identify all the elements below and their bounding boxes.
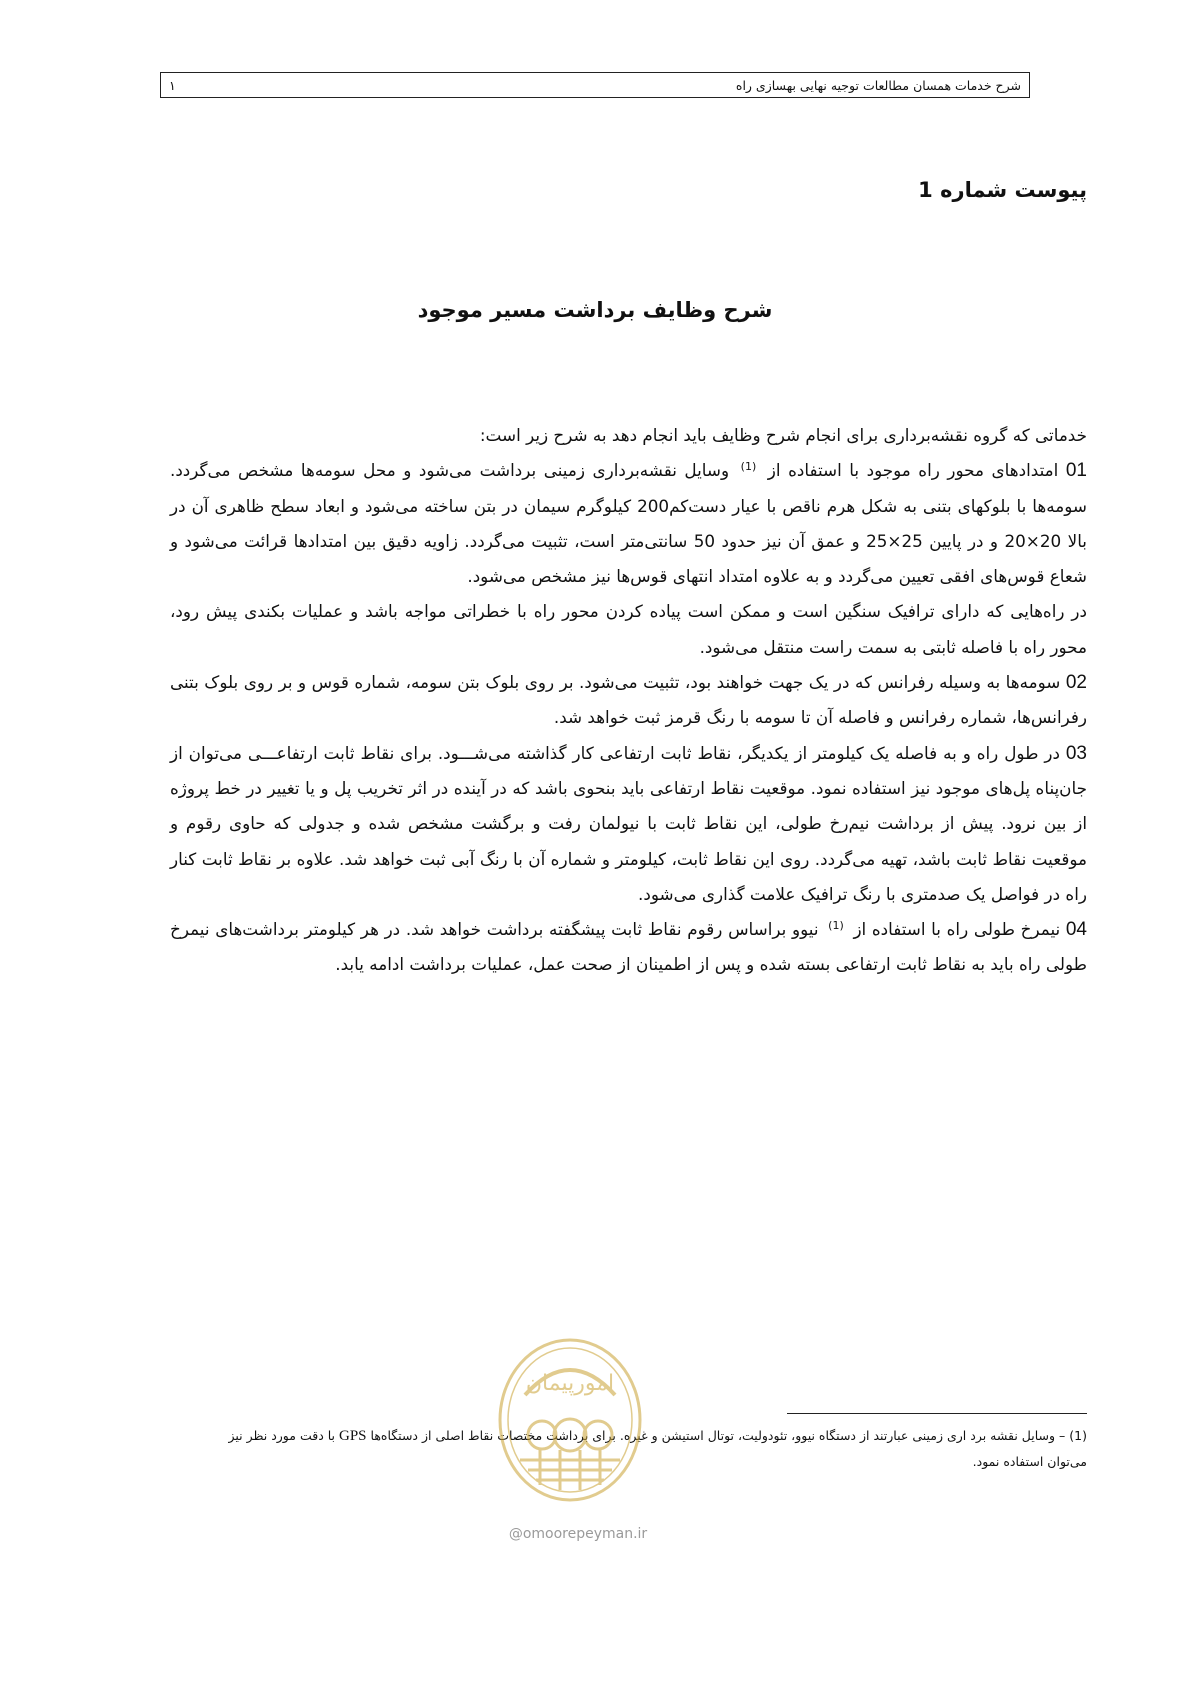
item-text: وسایل نقشه‌برداری زمینی برداشت می‌شود و محل سومه‌ها مشخص می‌گردد. سومه‌ها با بلوکهای بتنی به شکل هرم ناقص با عیار دست‌کم200 کیلوگرم سیمان در بتن ساخته می‌شود و ابعاد سطح ظاهری آن در بالا 20×20 و در پایین 25×25 و عمق آن نیز حدود 50 سانتی‌متر است، تثبیت می‌گردد. زاویه دقیق بین امتدادها قرائت می‌شود و شعاع قوس‌های افقی تعیین می‌گردد و به علاوه امتداد انتهای قوس‌ها نیز مشخص می‌شود. [170,460,1087,587]
item-text: نیمرخ طولی راه با استفاده از [853,919,1061,940]
watermark-url: @omoorepeyman.ir [508,1526,648,1542]
footnote-divider [787,1413,1087,1414]
footnote-text: با دقت مورد نظر نیز می‌توان استفاده نمود. [228,1428,1087,1469]
item-number: 02 [1065,672,1087,694]
body-text [170,418,1087,983]
item-number: 04 [1065,919,1087,941]
header-title: شرح خدمات همسان مطالعات توجیه نهایی بهسازی راه [735,77,1021,93]
item-text: در طول راه و به فاصله یک کیلومتر از یکدیگر، نقاط ثابت ارتفاعی کار گذاشته می‌شـــود. برای نقاط ثابت ارتفاعـــی می‌توان از جان‌پناه پل‌های موجود نیز استفاده نمود. موقعیت نقاط ارتفاعی باید بنحوی باشد که در آینده در اثر تخریب پل و یا تغییر در خط پروژه از بین نرود. پیش از برداشت نیم‌رخ طولی، این نقاط ثابت با نیولمان رفت و برگشت مشخص شده و جدولی که حاوی رقوم و موقعیت نقاط ثابت باشد، تهیه می‌گردد. روی این نقاط ثابت، کیلومتر و شماره آن با رنگ آبی ثبت خواهد شد. علاوه بر نقاط ثابت کنار راه در فواصل یک صدمتری با رنگ ترافیک علامت گذاری می‌شود. [170,742,1087,904]
item-text: نیوو براساس رقوم نقاط ثابت پیشگفته برداشت خواهد شد. در هر کیلومتر برداشت‌های نیمرخ طولی راه باید به نقاط ثابت ارتفاعی بسته شده و پس از اطمینان از صحت عمل، عملیات برداشت ادامه یابد. [170,919,1087,975]
item-02 [170,665,1087,736]
document-title: شرح وظایف برداشت مسیر موجود [417,298,773,322]
item-number: 01 [1065,460,1087,482]
item-text: سومه‌ها به وسیله رفرانس که در یک جهت خواهند بود، تثبیت می‌شود. بر روی بلوک بتن سومه، شماره قوس و بر روی بلوک بتنی رفرانس‌ها، شماره رفرانس و فاصله آن تا سومه با رنگ قرمز ثبت خواهد شد. [170,672,1087,728]
page-number: ۱ [169,77,176,93]
item-01 [170,453,1087,594]
footnote-text: وسایل نقشه برد اری زمینی عبارتند از دستگاه نیوو، تئودولیت، توتال استیشن و غیره. برای برداشت مختصات نقاط اصلی از دستگاه‌ها [370,1428,1056,1443]
watermark-logo-icon [490,1335,650,1505]
item-04 [170,912,1087,983]
appendix-title: پیوست شماره 1 [918,178,1087,202]
item-text: امتدادهای محور راه موجود با استفاده از [767,460,1059,481]
footnote-ref[interactable]: (1) [828,918,844,932]
item-01-continuation: در راه‌هایی که دارای ترافیک سنگین است و ممکن است پیاده کردن محور راه با خطراتی مواجه باشد و عملیات بکندی پیش رود، محور راه با فاصله ثابتی به سمت راست منتقل می‌شود. [170,601,1087,657]
footnote-ref[interactable]: (1) [740,459,757,473]
page-header [160,72,1030,98]
footnote-gps: GPS [339,1428,367,1444]
item-03 [170,736,1087,912]
footnote-marker: (1) – [1059,1428,1087,1443]
svg-text:امورپیمان: امورپیمان [525,1371,615,1396]
item-number: 03 [1065,742,1087,764]
intro-paragraph: خدماتی که گروه نقشه‌برداری برای انجام شرح وظایف باید انجام دهد به شرح زیر است: [479,425,1087,445]
